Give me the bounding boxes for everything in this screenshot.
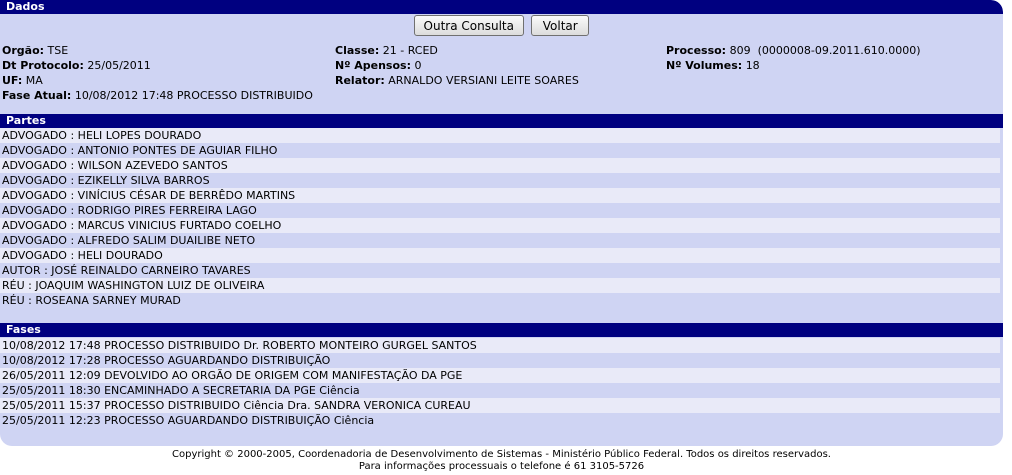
processo-value: 809 (0000008-09.2011.610.0000) [729, 44, 921, 57]
relator-label: Relator: [335, 74, 385, 87]
processo-field [666, 43, 921, 58]
classe-value: 21 - RCED [382, 44, 438, 57]
fase-item: 10/08/2012 17:28 PROCESSO AGUARDANDO DISTRIBUIÇÃO [0, 353, 1000, 368]
parte-item: RÉU : ROSEANA SARNEY MURAD [0, 293, 1000, 308]
parte-item: AUTOR : JOSÉ REINALDO CARNEIRO TAVARES [0, 263, 1000, 278]
parte-item: ADVOGADO : HELI DOURADO [0, 248, 1000, 263]
contact-text: Para informações processuais o telefone é 61 3105-5726 [358, 461, 645, 472]
fases-header: Fases [0, 323, 1003, 337]
apensos-field [335, 58, 421, 73]
parte-item: ADVOGADO : MARCUS VINICIUS FURTADO COELHO [0, 218, 1000, 233]
processo-label: Processo: [666, 44, 727, 57]
apensos-label: Nº Apensos: [335, 59, 411, 72]
volumes-field [666, 58, 760, 73]
fase-item: 25/05/2011 15:37 PROCESSO DISTRIBUIDO Ciência Dra. SANDRA VERONICA CUREAU [0, 398, 1000, 413]
parte-item: RÉU : JOAQUIM WASHINGTON LUIZ DE OLIVEIRA [0, 278, 1000, 293]
volumes-value: 18 [745, 59, 760, 72]
fase-item: 26/05/2011 12:09 DEVOLVIDO AO ORGÃO DE ORIGEM COM MANIFESTAÇÃO DA PGE [0, 368, 1000, 383]
footer [0, 449, 1003, 473]
fase-atual-field [2, 88, 313, 103]
fase-item: 25/05/2011 12:23 PROCESSO AGUARDANDO DISTRIBUIÇÃO Ciência [0, 413, 1000, 428]
apensos-value: 0 [414, 59, 422, 72]
uf-label: UF: [2, 74, 23, 87]
outra-consulta-button[interactable]: Outra Consulta [414, 15, 524, 36]
partes-list [0, 128, 1000, 308]
dt-protocolo-value: 25/05/2011 [87, 59, 151, 72]
classe-field [335, 43, 438, 58]
uf-field [2, 73, 43, 88]
dados-header: Dados [0, 0, 1003, 14]
dt-protocolo-label: Dt Protocolo: [2, 59, 84, 72]
dt-protocolo-field [2, 58, 151, 73]
partes-header: Partes [0, 114, 1003, 128]
action-buttons [0, 14, 1003, 36]
relator-value: ARNALDO VERSIANI LEITE SOARES [388, 74, 579, 87]
classe-label: Classe: [335, 44, 380, 57]
parte-item: ADVOGADO : ALFREDO SALIM DUAILIBE NETO [0, 233, 1000, 248]
uf-value: MA [25, 74, 43, 87]
fase-item: 25/05/2011 18:30 ENCAMINHADO A SECRETARIA DA PGE Ciência [0, 383, 1000, 398]
process-info [2, 43, 1003, 103]
parte-item: ADVOGADO : RODRIGO PIRES FERREIRA LAGO [0, 203, 1000, 218]
parte-item: ADVOGADO : VINÍCIUS CÉSAR DE BERRÊDO MARTINS [0, 188, 1000, 203]
parte-item: ADVOGADO : HELI LOPES DOURADO [0, 128, 1000, 143]
volumes-label: Nº Volumes: [666, 59, 743, 72]
parte-item: ADVOGADO : ANTONIO PONTES DE AGUIAR FILHO [0, 143, 1000, 158]
fase-atual-label: Fase Atual: [2, 89, 72, 102]
orgao-label: Orgão: [2, 44, 45, 57]
orgao-value: TSE [47, 44, 69, 57]
fases-list [0, 338, 1000, 428]
orgao-field [2, 43, 68, 58]
relator-field [335, 73, 579, 88]
parte-item: ADVOGADO : WILSON AZEVEDO SANTOS [0, 158, 1000, 173]
fase-item: 10/08/2012 17:48 PROCESSO DISTRIBUIDO Dr. ROBERTO MONTEIRO GURGEL SANTOS [0, 338, 1000, 353]
parte-item: ADVOGADO : EZIKELLY SILVA BARROS [0, 173, 1000, 188]
fase-atual-value: 10/08/2012 17:48 PROCESSO DISTRIBUIDO [74, 89, 313, 102]
copyright-text: Copyright © 2000-2005, Coordenadoria de Desenvolvimento de Sistemas - Ministério Público Federal. Todos os direitos reservados. [172, 449, 831, 460]
voltar-button[interactable]: Voltar [531, 15, 589, 36]
